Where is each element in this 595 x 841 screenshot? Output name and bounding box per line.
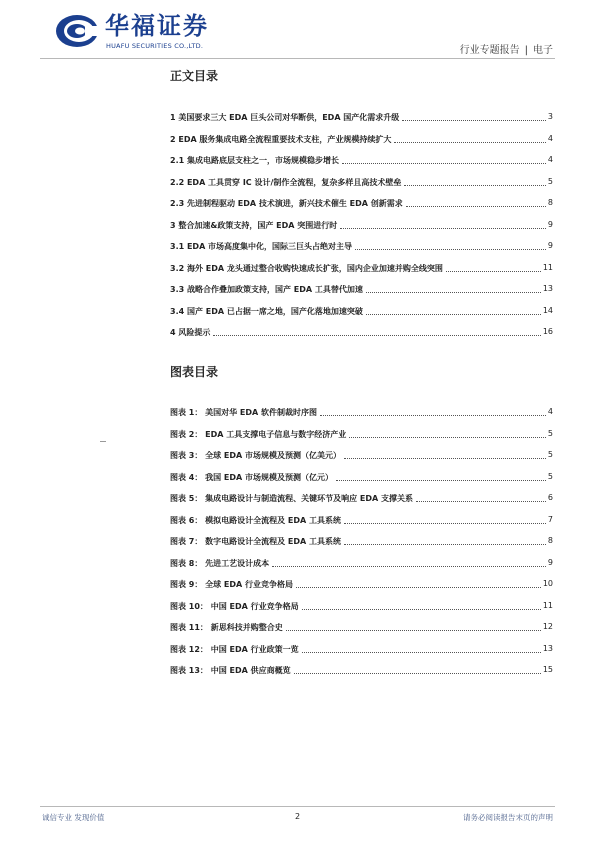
footer-slogan: 诚信专业 发现价值 (42, 813, 105, 822)
figure-entry-page: 9 (547, 557, 553, 567)
toc-entry-text: 3.1 EDA 市场高度集中化，国际三巨头占绝对主导 (170, 242, 353, 251)
toc-entry[interactable] (170, 263, 553, 285)
page-header (0, 0, 595, 60)
toc-entry-page: 3 (547, 112, 553, 121)
dot-leader (296, 579, 541, 588)
toc-entry-page: 4 (547, 133, 553, 143)
figure-entry-text: 图表 7： 数字电路设计全流程及 EDA 工具系统 (170, 537, 342, 546)
dot-leader (402, 112, 546, 121)
figure-entry-text: 图表 8： 先进工艺设计成本 (170, 558, 270, 568)
dot-leader (272, 558, 546, 567)
toc-entry[interactable] (170, 198, 553, 220)
figure-entry-page: 5 (547, 450, 553, 459)
dot-leader (302, 644, 541, 653)
dot-leader (366, 284, 541, 293)
figure-entry[interactable] (170, 536, 553, 558)
figure-entry-page: 7 (547, 514, 553, 524)
figure-entry-text: 图表 1： 美国对华 EDA 软件制裁时序图 (170, 408, 318, 417)
toc-entry[interactable] (170, 284, 553, 306)
figure-entry-text: 图表 9： 全球 EDA 行业竞争格局 (170, 580, 294, 589)
figure-entry-page: 12 (542, 622, 553, 631)
dot-leader (336, 472, 546, 481)
toc-entry-text: 2.3 先进制程驱动 EDA 技术演进，新兴技术催生 EDA 创新需求 (170, 199, 403, 208)
dot-leader (446, 263, 541, 272)
company-name-cn: 华福证券 (105, 12, 209, 40)
dot-leader (394, 134, 545, 143)
figure-entry[interactable] (170, 472, 553, 494)
dot-leader (344, 536, 546, 545)
toc-entry[interactable] (170, 155, 553, 177)
figure-entry-page: 11 (542, 600, 553, 610)
huafu-logo-icon (55, 13, 99, 49)
dot-leader (294, 665, 541, 674)
dot-leader (286, 622, 541, 631)
toc-entry-text: 3.3 战略合作叠加政策支持，国产 EDA 工具替代加速 (170, 285, 363, 294)
report-type: 行业专题报告 (459, 45, 520, 56)
figure-entry-page: 10 (542, 579, 553, 588)
figure-entry-page: 13 (542, 643, 553, 653)
toc-entry-page: 4 (547, 155, 553, 164)
figure-entry-page: 8 (547, 536, 553, 545)
header-separator: | (524, 45, 528, 56)
dot-leader (344, 450, 546, 459)
figure-entry-text: 图表 2： EDA 工具支撑电子信息与数字经济产业 (170, 429, 347, 439)
figures-list (170, 407, 553, 687)
figure-entry-text: 图表 5： 集成电路设计与制造流程、关键环节及响应 EDA 支撑关系 (170, 494, 414, 503)
toc-entry-text: 3.4 国产 EDA 已占据一席之地，国产化落地加速突破 (170, 306, 363, 316)
dot-leader (302, 601, 541, 610)
toc-entry-page: 14 (542, 305, 553, 315)
toc-entry[interactable] (170, 327, 553, 349)
toc-entry-text: 2.1 集成电路底层支柱之一，市场规模稳步增长 (170, 156, 339, 165)
dot-leader (340, 220, 546, 229)
figures-title: 图表目录 (170, 365, 219, 379)
dot-leader (320, 407, 546, 416)
dot-leader (416, 493, 546, 502)
footer-divider (40, 806, 555, 807)
toc-entry-text: 3 整合加速&政策支持，国产 EDA 突围进行时 (170, 220, 338, 230)
page-number: 2 (294, 812, 301, 821)
dot-leader (355, 241, 546, 250)
toc-entry[interactable] (170, 177, 553, 199)
footer-disclaimer: 请务必阅读报告末页的声明 (463, 813, 553, 822)
figure-entry-page: 6 (547, 493, 553, 502)
report-category (460, 41, 553, 56)
toc-entry-text: 4 风险提示 (170, 328, 211, 337)
figure-entry[interactable] (170, 407, 553, 429)
toc-entry-page: 13 (542, 284, 553, 293)
figure-entry-page: 4 (547, 407, 553, 416)
dot-leader (404, 177, 546, 186)
figure-entry-text: 图表 12： 中国 EDA 行业政策一览 (170, 644, 299, 654)
figure-entry-text: 图表 6： 模拟电路设计全流程及 EDA 工具系统 (170, 515, 342, 525)
industry-label: 电子 (533, 45, 553, 56)
figure-entry-page: 5 (547, 471, 553, 481)
toc-entry-page: 5 (547, 176, 553, 186)
toc-entry[interactable] (170, 306, 553, 328)
figure-entry-text: 图表 11： 新思科技并购整合史 (170, 623, 283, 632)
margin-mark (100, 441, 106, 442)
toc-entry-text: 3.2 海外 EDA 龙头通过整合收购快速成长扩张，国内企业加速并购全线突围 (170, 263, 443, 273)
figure-entry[interactable] (170, 601, 553, 623)
toc-entry-text: 1 美国要求三大 EDA 巨头公司对华断供，EDA 国产化需求升级 (170, 113, 400, 122)
dot-leader (366, 306, 541, 315)
figure-entry[interactable] (170, 450, 553, 472)
dot-leader (349, 429, 546, 438)
dot-leader (213, 327, 540, 336)
figure-entry-page: 5 (547, 428, 553, 438)
toc-list (170, 112, 553, 349)
toc-entry-text: 2.2 EDA 工具贯穿 IC 设计/制作全流程，复杂多样且高技术壁垒 (170, 177, 402, 187)
dot-leader (344, 515, 546, 524)
figure-entry[interactable] (170, 429, 553, 451)
figure-entry[interactable] (170, 493, 553, 515)
figure-entry[interactable] (170, 622, 553, 644)
toc-entry[interactable] (170, 220, 553, 242)
toc-entry-page: 8 (547, 198, 553, 207)
dot-leader (406, 198, 546, 207)
toc-entry-page: 16 (542, 327, 553, 336)
toc-entry[interactable] (170, 241, 553, 263)
toc-entry[interactable] (170, 112, 553, 134)
toc-entry-page: 11 (542, 262, 553, 272)
figure-entry-text: 图表 3： 全球 EDA 市场规模及预测（亿美元） (170, 451, 342, 460)
figure-entry-text: 图表 13： 中国 EDA 供应商概览 (170, 666, 291, 675)
toc-entry-page: 9 (547, 241, 553, 250)
figure-entry[interactable] (170, 665, 553, 687)
figure-entry[interactable] (170, 644, 553, 666)
company-name-en: HUAFU SECURITIES CO.,LTD. (106, 42, 204, 50)
figure-entry-text: 图表 4： 我国 EDA 市场规模及预测（亿元） (170, 472, 334, 482)
dot-leader (342, 155, 546, 164)
toc-entry[interactable] (170, 134, 553, 156)
figure-entry-text: 图表 10： 中国 EDA 行业竞争格局 (170, 601, 299, 611)
toc-entry-text: 2 EDA 服务集成电路全流程重要技术支柱，产业规模持续扩大 (170, 134, 392, 144)
toc-entry-page: 9 (547, 219, 553, 229)
figure-entry[interactable] (170, 515, 553, 537)
figure-entry[interactable] (170, 558, 553, 580)
toc-title: 正文目录 (170, 69, 219, 83)
figure-entry[interactable] (170, 579, 553, 601)
figure-entry-page: 15 (542, 665, 553, 674)
header-divider (40, 58, 555, 59)
